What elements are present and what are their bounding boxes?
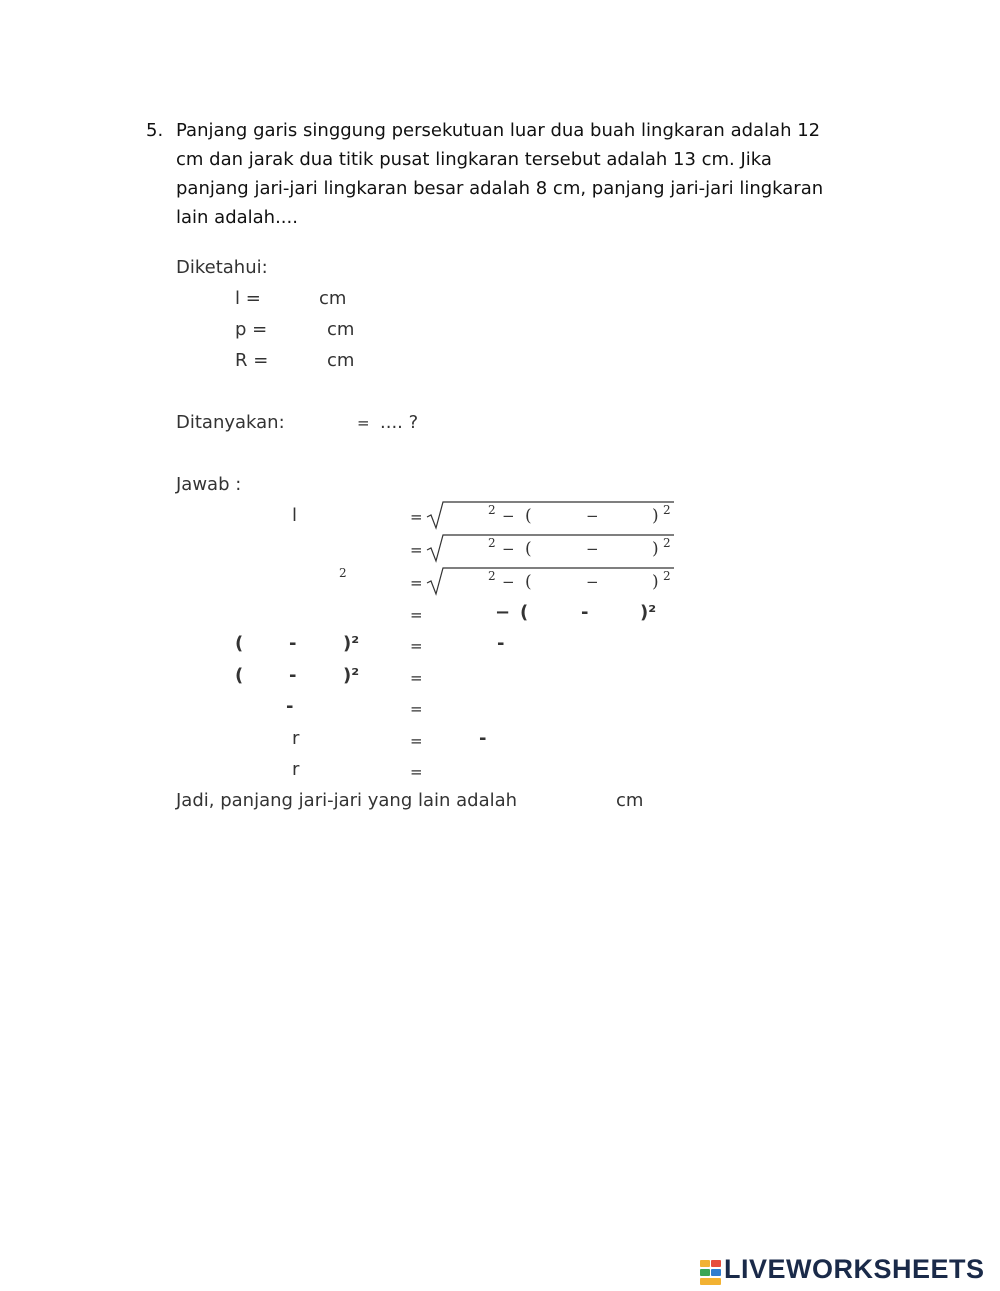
row5-minus: - [289,633,297,654]
row9-equals: = [410,763,423,781]
radical-close-sq: 2 [663,569,671,583]
radical-close-sq: 2 [663,536,671,550]
ditanyakan-label: Ditanyakan: [176,412,285,433]
logo-block-l [700,1260,710,1267]
row6-minus: - [289,665,297,686]
row1-radical [426,500,674,530]
jawab-label: Jawab : [176,474,242,495]
radical-inner-minus: − [586,573,599,591]
row1-l-label: l [292,505,298,526]
question-number: 5. [146,120,164,141]
row1-equals: = [410,508,423,526]
radical-sign-icon [426,500,674,530]
logo-block-i [711,1260,721,1267]
radical-minus: − [502,507,515,525]
row5-open-paren: ( [235,633,244,654]
row6-equals: = [410,669,423,687]
row4-minus: − [495,602,511,623]
conclusion-unit: cm [616,790,644,811]
question-text-line-2: cm dan jarak dua titik pusat lingkaran tersebut adalah 13 cm. Jika [176,149,772,170]
radical-close-paren: ) [652,572,659,592]
row4-inner-minus: - [581,602,589,623]
diketahui-l-unit: cm [319,288,347,309]
diketahui-r-unit: cm [327,350,355,371]
radical-sq: 2 [488,536,496,550]
radical-open-paren: ( [525,572,532,592]
radical-inner-minus: − [586,507,599,525]
row2-equals: = [410,541,423,559]
row6-close-paren: )² [343,665,360,686]
row8-r-label: r [292,728,300,749]
radical-close-paren: ) [652,539,659,559]
liveworksheets-logo-text: LIVEWORKSHEETS [724,1254,985,1284]
row8-equals: = [410,732,423,750]
row3-equals: = [410,574,423,592]
row7-minus: - [286,696,294,717]
row9-r-label: r [292,759,300,780]
logo-block-v [700,1269,710,1276]
liveworksheets-logo-icon [700,1260,722,1285]
diketahui-r-var: R = [235,350,269,371]
row6-open-paren: ( [235,665,244,686]
diketahui-label: Diketahui: [176,257,268,278]
radical-close-paren: ) [652,506,659,526]
row4-close-paren: )² [640,602,657,623]
radical-sign-icon [426,533,674,563]
row3-radical [426,566,674,596]
row4-open-paren: ( [520,602,529,623]
question-text-line-4: lain adalah.... [176,207,298,228]
radical-minus: − [502,573,515,591]
radical-sq: 2 [488,569,496,583]
row4-equals: = [410,606,423,624]
diketahui-p-var: p = [235,319,268,340]
diketahui-p-unit: cm [327,319,355,340]
diketahui-l-var: l = [235,288,261,309]
question-text-line-3: panjang jari-jari lingkaran besar adalah 8 cm, panjang jari-jari lingkaran [176,178,824,199]
radical-minus: − [502,540,515,558]
row2-radical [426,533,674,563]
radical-sq: 2 [488,503,496,517]
row3-left-square: 2 [339,566,347,580]
row5-right-minus: - [497,633,505,654]
row7-equals: = [410,700,423,718]
ditanyakan-unknown: .... ? [380,412,419,433]
radical-inner-minus: − [586,540,599,558]
radical-open-paren: ( [525,506,532,526]
logo-block-base [700,1278,721,1285]
question-text-line-1: Panjang garis singgung persekutuan luar dua buah lingkaran adalah 12 [176,120,821,141]
row8-right-minus: - [479,728,487,749]
radical-close-sq: 2 [663,503,671,517]
row5-equals: = [410,637,423,655]
conclusion-text: Jadi, panjang jari-jari yang lain adalah [176,790,518,811]
radical-sign-icon [426,566,674,596]
logo-block-e [711,1269,721,1276]
radical-open-paren: ( [525,539,532,559]
ditanyakan-equals: = [357,414,370,432]
row5-close-paren: )² [343,633,360,654]
